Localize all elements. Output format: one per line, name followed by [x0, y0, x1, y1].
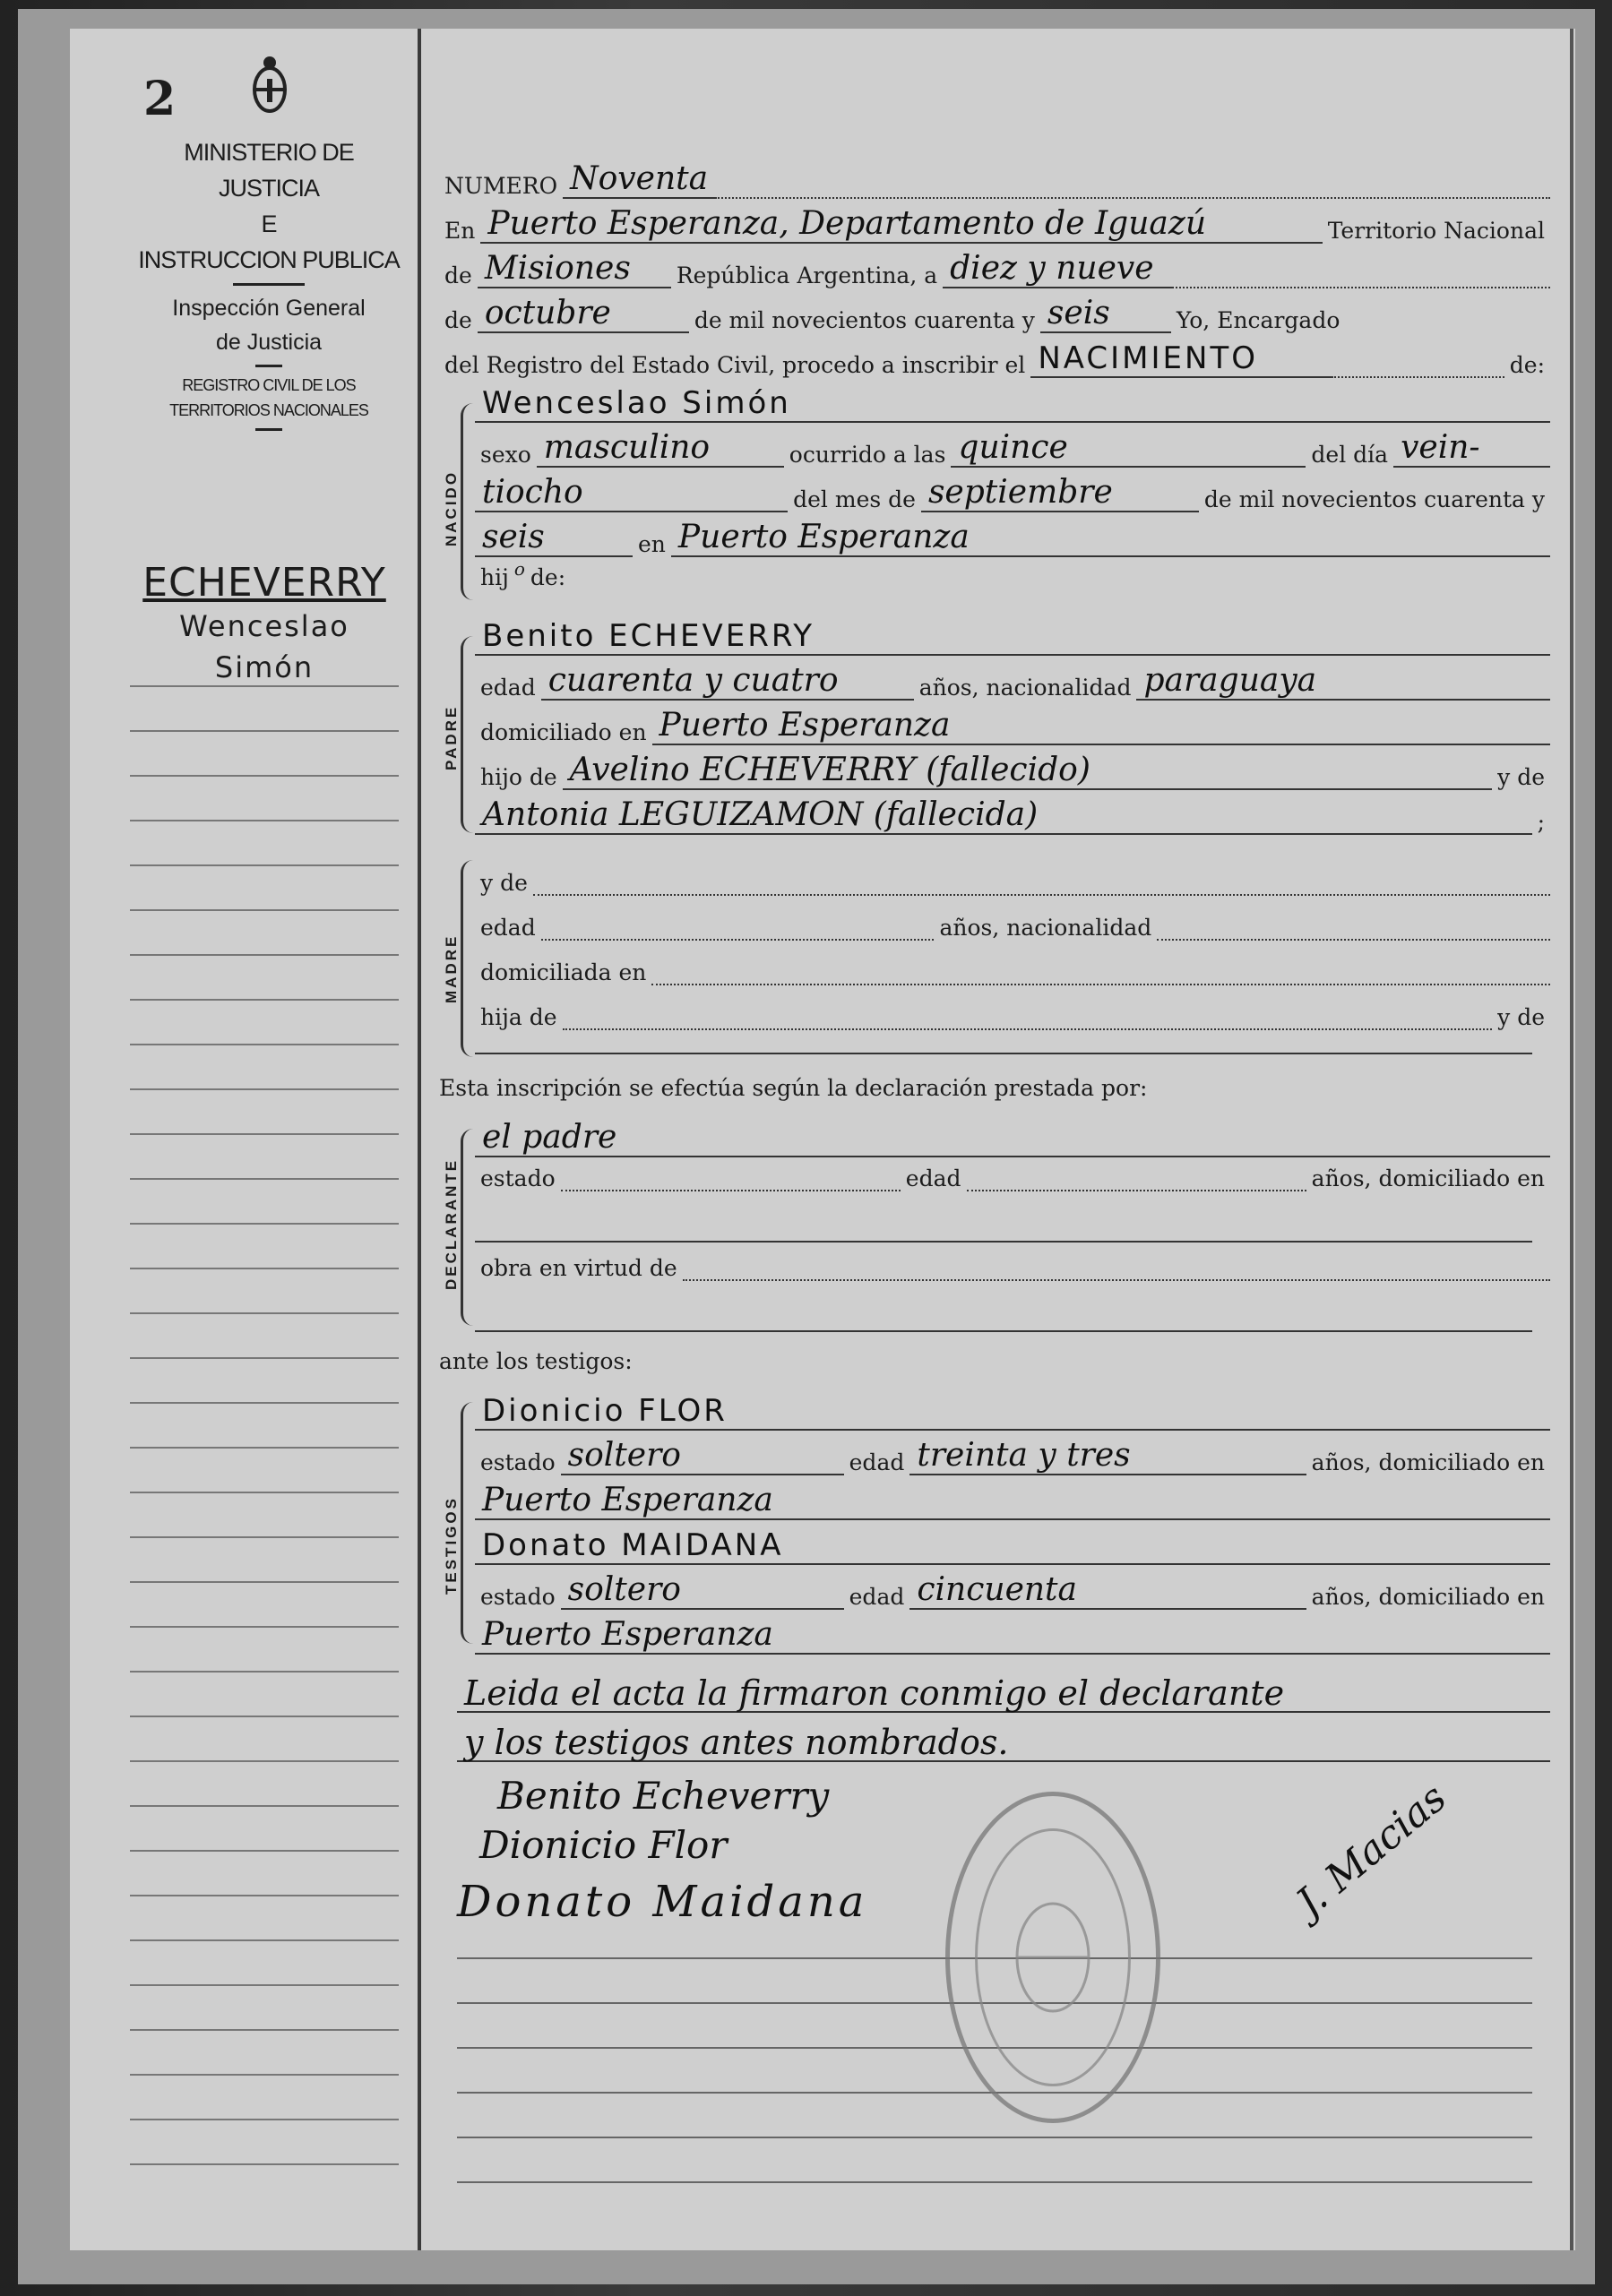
inspection-line1: Inspección General [172, 296, 366, 321]
ministry-line1: MINISTERIO DE JUSTICIA [184, 139, 354, 202]
month-prefix: de [444, 307, 472, 333]
fill-line [715, 172, 1550, 199]
closing-line1 [457, 1675, 1550, 1713]
hij-suffix: o [513, 558, 525, 580]
header-rule [233, 283, 305, 286]
nacido-name-row [475, 385, 1550, 423]
padre-label: PADRE [443, 704, 460, 770]
y-de-label: y de [1497, 764, 1545, 790]
father-mother-row [475, 797, 1550, 835]
signature-official: J. Macias [1288, 1775, 1455, 1926]
birth-hour: quince [951, 430, 1306, 468]
stamp-emblem-icon [950, 1796, 1156, 2119]
mes-row [475, 475, 1550, 512]
header-rule [255, 428, 282, 431]
father-age: cuarenta y cuatro [541, 663, 914, 701]
fill-line [541, 914, 935, 941]
birth-month: septiembre [921, 475, 1199, 512]
father-age-row [475, 663, 1550, 701]
official-stamp [945, 1792, 1160, 2123]
anos-nacionalidad-label: años, nacionalidad [918, 675, 1132, 701]
mother-parents-row [475, 1003, 1550, 1030]
de-label: de [444, 262, 472, 288]
blank-line [475, 1053, 1532, 1054]
nacido-brace [461, 403, 476, 600]
witness1-age: treinta y tres [909, 1438, 1306, 1475]
witness1-domicile: Puerto Esperanza [475, 1483, 1550, 1520]
witness1-estado: soltero [561, 1438, 844, 1475]
mother-name-row [475, 869, 1550, 896]
header-rule [255, 365, 282, 367]
nacido-year-label: de mil novecientos cuarenta y [1203, 486, 1545, 512]
fill-line [1172, 262, 1550, 288]
yo-label: Yo, Encargado [1176, 307, 1340, 333]
y-de-label: y de [480, 870, 528, 896]
witness2-estado: soltero [561, 1572, 844, 1610]
blank-line [475, 1241, 1532, 1243]
territory-row [439, 251, 1550, 288]
blank-line [457, 2181, 1532, 2183]
nacido-label: NACIDO [443, 469, 460, 546]
closing-text1: Leida el acta la firmaron conmigo el declarante [457, 1675, 1550, 1713]
paternal-grandmother: Antonia LEGUIZAMON (fallecida) [475, 797, 1532, 835]
estado-label: estado [480, 1449, 556, 1475]
mother-domicile-row [475, 959, 1550, 985]
registry-line1: REGISTRO CIVIL DE LOS [182, 376, 356, 394]
declarante-name: el padre [475, 1120, 1550, 1157]
declarante-label: DECLARANTE [443, 1157, 460, 1290]
declarante-brace [461, 1129, 476, 1326]
registro-label: del Registro del Estado Civil, procedo a inscribir el [444, 352, 1026, 378]
en-label: En [444, 218, 476, 244]
witness1-estado-row [475, 1438, 1550, 1475]
de-colon: de: [1509, 352, 1545, 378]
fill-line [683, 1254, 1550, 1281]
page-edge [1570, 29, 1573, 2250]
testigos-brace [461, 1402, 476, 1644]
ministry-line3: INSTRUCCION PUBLICA [138, 246, 400, 273]
edad-label: edad [480, 915, 536, 941]
act-type: NACIMIENTO [1030, 340, 1332, 378]
margin-annotation [130, 560, 399, 688]
birth-place-row [475, 520, 1550, 557]
birth-place: Puerto Esperanza [671, 520, 1550, 557]
registro-row [439, 340, 1550, 378]
signature-father: Benito Echeverry [497, 1774, 830, 1818]
edad-label: edad [480, 675, 536, 701]
father-parents-row [475, 752, 1550, 790]
birth-day-part1: vein- [1393, 430, 1550, 468]
year-label: de mil novecientos cuarenta y [694, 307, 1035, 333]
hij-row [475, 558, 571, 590]
obra-row [475, 1254, 1550, 1281]
edad-label: edad [849, 1584, 905, 1610]
closing-text2: y los testigos antes nombrados. [457, 1724, 1550, 1762]
estado-label: estado [480, 1165, 556, 1191]
estado-label: estado [480, 1584, 556, 1610]
father-domicile-row [475, 708, 1550, 745]
witness1-name-row [475, 1393, 1550, 1431]
witness2-estado-row [475, 1572, 1550, 1610]
hij-de-label: de: [530, 564, 566, 590]
anos-domiciliado-label: años, domiciliado en [1311, 1165, 1545, 1191]
fill-line [1157, 914, 1550, 941]
hijo-de-label: hijo de [480, 764, 557, 790]
margin-surname: ECHEVERRY [142, 560, 386, 606]
birth-year: seis [475, 520, 633, 557]
numero-label: NUMERO [444, 173, 558, 199]
paternal-grandfather: Avelino ECHEVERRY (fallecido) [563, 752, 1492, 790]
madre-label: MADRE [443, 933, 460, 1003]
domiciliado-label: domiciliado en [480, 719, 647, 745]
header-block [134, 134, 403, 436]
witness2-domicile: Puerto Esperanza [475, 1617, 1550, 1655]
act-year: seis [1040, 296, 1171, 333]
margin-given-name: Wenceslao [179, 609, 349, 643]
witness2-domicile-row [475, 1617, 1550, 1655]
blank-line [457, 2137, 1532, 2138]
signature-witness1: Dionicio Flor [479, 1823, 728, 1867]
witness2-name: Donato MAIDANA [475, 1527, 1550, 1565]
fill-line [1332, 351, 1504, 378]
sexo-row [475, 430, 1550, 468]
numero-row [439, 161, 1550, 199]
sexo-label: sexo [480, 442, 531, 468]
territory-value: Misiones [478, 251, 671, 288]
en-label: en [638, 531, 666, 557]
declarante-intro [439, 1075, 1147, 1101]
child-sex: masculino [537, 430, 784, 468]
act-day: diez y nueve [943, 251, 1172, 288]
witness2-age: cincuenta [909, 1572, 1306, 1610]
witness1-domicile-row [475, 1483, 1550, 1520]
del-dia-label: del día [1311, 442, 1389, 468]
fill-line [651, 959, 1550, 985]
fill-line [967, 1165, 1306, 1191]
margin-given-name: Simón [214, 650, 315, 684]
father-domicile: Puerto Esperanza [652, 708, 1550, 745]
numero-value: Noventa [563, 161, 715, 199]
national-emblem-icon [249, 54, 290, 116]
child-name: Wenceslao Simón [475, 385, 1550, 423]
act-month: octubre [478, 296, 689, 333]
ministry-line2: E [261, 211, 277, 237]
fill-line [563, 1003, 1493, 1030]
y-de-end-label: y de [1497, 1004, 1545, 1030]
closing-line2 [457, 1724, 1550, 1762]
mes-label: del mes de [793, 486, 916, 512]
hija-de-label: hija de [480, 1004, 557, 1030]
padre-brace [461, 636, 476, 833]
fill-line [533, 869, 1550, 896]
hij-label: hij [480, 564, 509, 590]
blank-line [475, 1330, 1532, 1332]
domiciliada-label: domiciliada en [480, 959, 647, 985]
ocurrido-label: ocurrido a las [789, 442, 946, 468]
act-place: Puerto Esperanza, Departamento de Iguazú [480, 206, 1322, 244]
republica-label: República Argentina, a [676, 262, 938, 288]
territorio-label: Territorio Nacional [1327, 218, 1545, 244]
mother-age-row [475, 914, 1550, 941]
page-number: 2 [143, 72, 177, 126]
witness2-name-row [475, 1527, 1550, 1565]
testigos-intro-text: ante los testigos: [439, 1348, 633, 1374]
date-row [439, 296, 1550, 333]
witness1-name: Dionicio FLOR [475, 1393, 1550, 1431]
declarante-estado-row [475, 1165, 1550, 1191]
anos-domiciliado-label: años, domiciliado en [1311, 1449, 1545, 1475]
signature-witness2: Donato Maidana [457, 1877, 868, 1927]
semicolon: ; [1537, 809, 1545, 835]
registry-line2: TERRITORIOS NACIONALES [169, 401, 368, 419]
edad-label: edad [905, 1165, 961, 1191]
father-nationality: paraguaya [1136, 663, 1550, 701]
edad-label: edad [849, 1449, 905, 1475]
testigos-label: TESTIGOS [443, 1496, 460, 1595]
testigos-intro [439, 1348, 633, 1374]
obra-label: obra en virtud de [480, 1255, 677, 1281]
anos-nacionalidad-label: años, nacionalidad [939, 915, 1152, 941]
father-name-row [475, 618, 1550, 656]
madre-brace [461, 860, 476, 1057]
column-divider [418, 29, 421, 2250]
declarante-intro-text: Esta inscripción se efectúa según la declaración prestada por: [439, 1075, 1148, 1101]
fill-line [561, 1165, 901, 1191]
anos-domiciliado-label: años, domiciliado en [1311, 1584, 1545, 1610]
birth-day-part2: tiocho [475, 475, 788, 512]
inspection-line2: de Justicia [215, 330, 323, 355]
place-row [439, 206, 1550, 244]
declarante-name-row [475, 1120, 1550, 1157]
father-name: Benito ECHEVERRY [475, 618, 1550, 656]
